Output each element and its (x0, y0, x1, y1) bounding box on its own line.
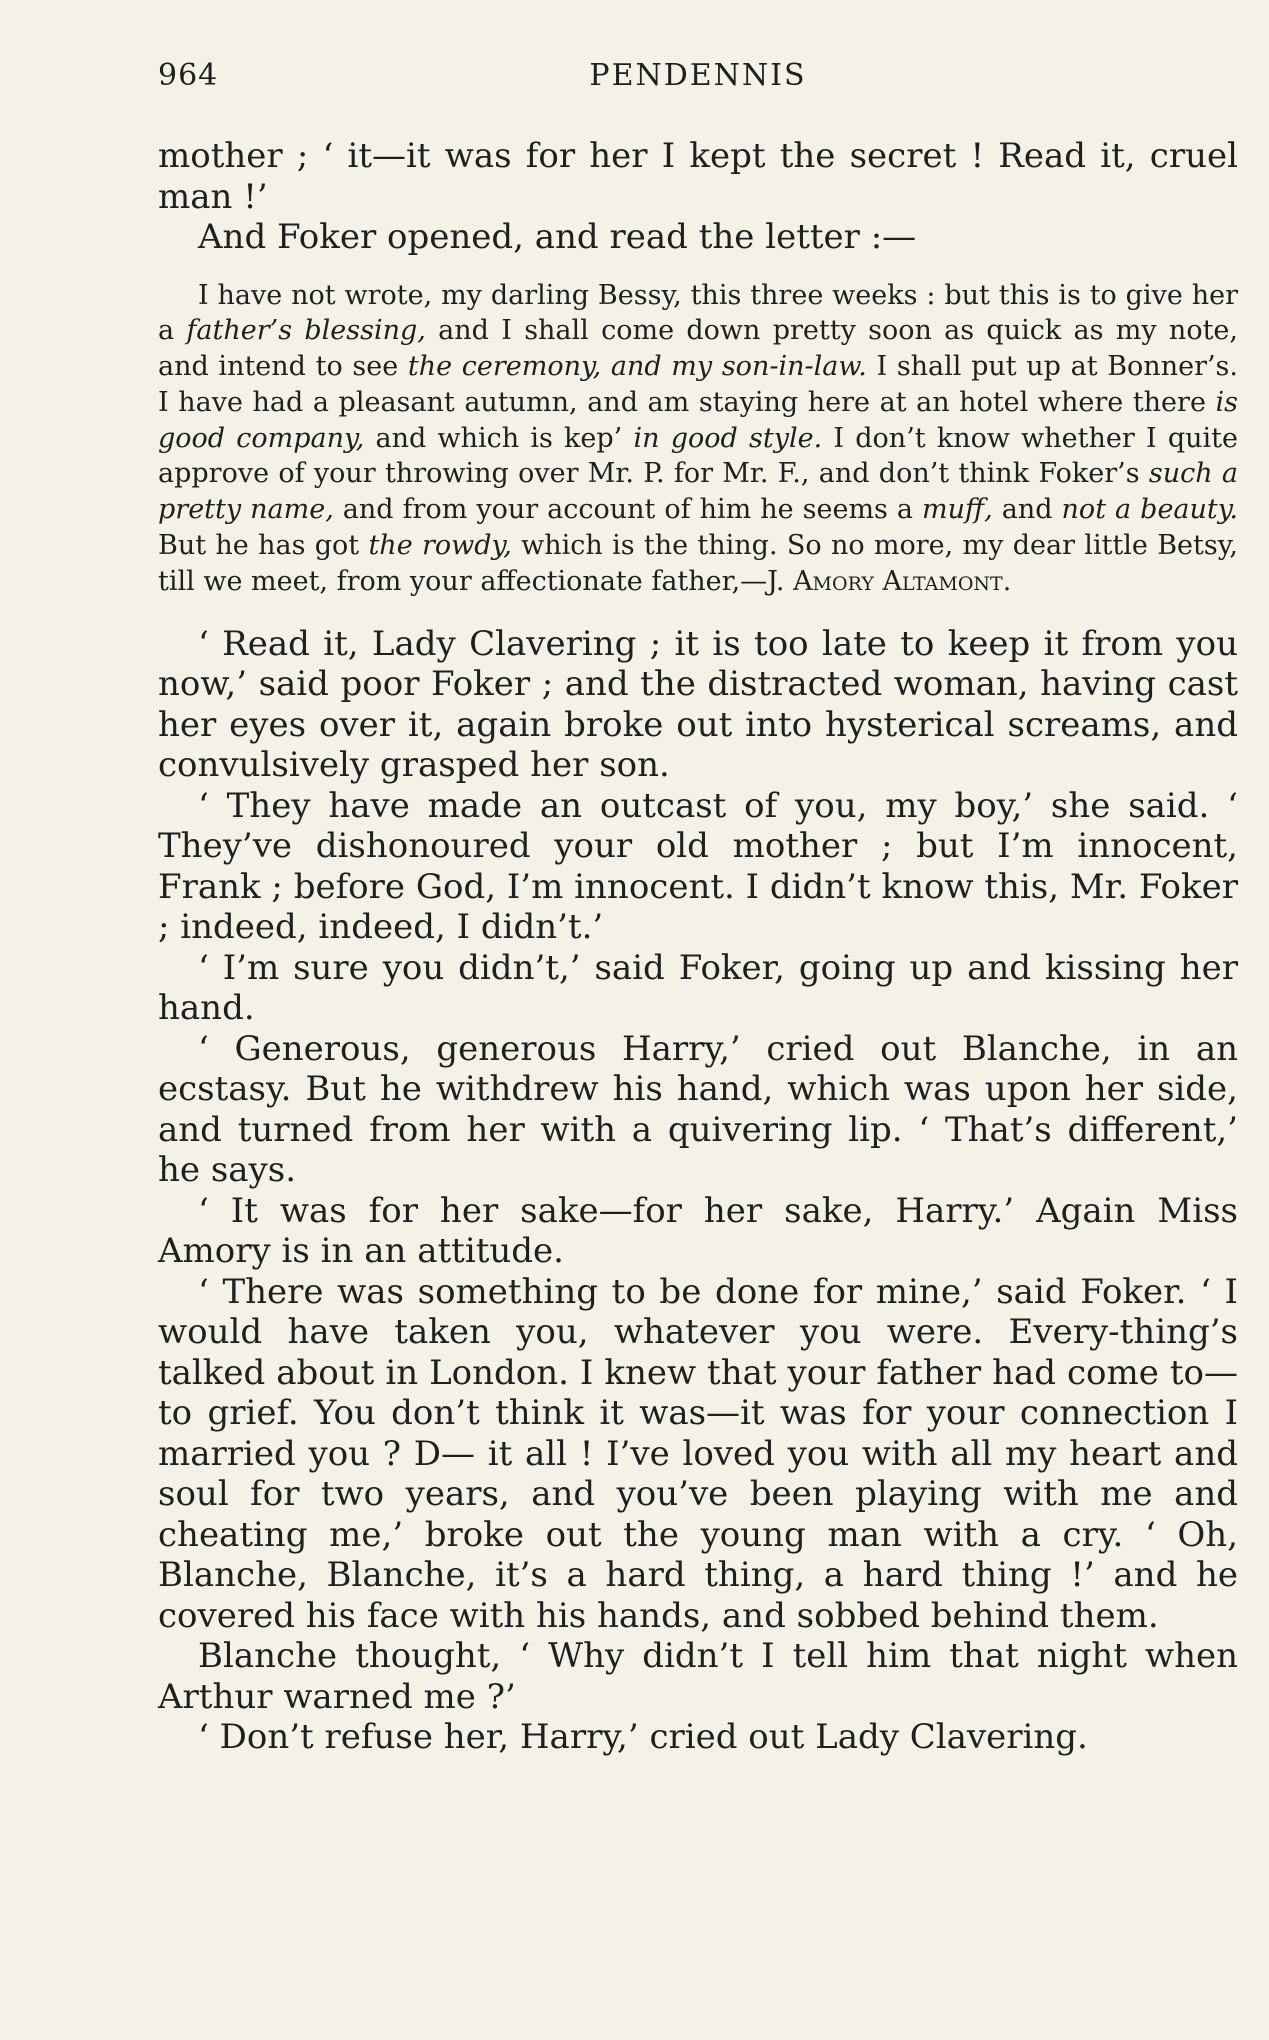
paragraph: mother ; ‘ it—it was for her I kept the secret ! Read it, cruel man !’ (158, 136, 1238, 217)
letter-text: and which is kep’ (364, 422, 634, 454)
running-title: PENDENNIS (589, 58, 807, 93)
letter-text: I shall put up at Bonner’s. I have had a pleasant autumn, and am staying here at an hotel where there (158, 351, 1238, 418)
page-header (158, 58, 1238, 106)
paragraph: ‘ There was something to be done for mine,’ said Foker. ‘ I would have taken you, whatever you were. Every-thing’s talked about in London. I knew that your father had come to—to grief. You don’t think it was—it was for your connection I married you ? D— it all ! I’ve loved you with all my heart and soul for two years, and you’ve been playing with me and cheating me,’ broke out the young man with a cry. ‘ Oh, Blanche, Blanche, it’s a hard thing, a hard thing !’ and he covered his face with his hands, and sobbed behind them. (158, 1271, 1238, 1636)
letter-emphasis: in good style. (633, 422, 823, 454)
letter-text: and (992, 494, 1062, 526)
paragraph: ‘ Generous, generous Harry,’ cried out Blanche, in an ecstasy. But he withdrew his hand, which was upon her side, and turned from her with a quivering lip. ‘ That’s different,’ he says. (158, 1028, 1238, 1191)
paragraph: ‘ I’m sure you didn’t,’ said Foker, going up and kissing her hand. (158, 947, 1238, 1029)
book-page (158, 58, 1238, 1758)
letter-emphasis: the rowdy, (368, 530, 512, 562)
letter-emphasis: muff, (922, 494, 993, 526)
page-body (158, 136, 1238, 1758)
paragraph: ‘ They have made an outcast of you, my boy,’ she said. ‘ They’ve dishonoured your old mother ; but I’m innocent, Frank ; before God, I’m innocent. I didn’t know this, Mr. Foker ; indeed, indeed, I didn’t.’ (158, 785, 1238, 948)
paragraph: Blanche thought, ‘ Why didn’t I tell him that night when Arthur warned me ?’ (158, 1636, 1238, 1717)
page-number: 964 (158, 58, 219, 93)
letter-emphasis: such a pretty name, (158, 458, 1239, 526)
letter-emphasis: not a beauty. (1061, 494, 1239, 526)
letter-text: and from your account of him he seems a (333, 494, 923, 526)
paragraph: ‘ Don’t refuse her, Harry,’ cried out Lady Clavering. (198, 1717, 1088, 1758)
quoted-letter (158, 278, 1238, 600)
letter-emphasis: is good company, (158, 386, 1238, 454)
paragraph: And Foker opened, and read the letter :— (198, 217, 917, 257)
letter-text: I have not wrote, my darling Bessy, this three weeks : but this is to give her a (158, 279, 1238, 347)
letter-emphasis: father’s blessing, (186, 315, 426, 347)
letter-text: But he has got (158, 530, 369, 562)
paragraph: ‘ It was for her sake—for her sake, Harry.’ Again Miss Amory is in an attitude. (158, 1190, 1238, 1272)
letter-text: and I shall come down pretty soon as quick as my note, and intend to see (158, 315, 1238, 383)
letter-emphasis: the ceremony, and my son-in-law. (407, 351, 867, 383)
letter-text: which is the thing. So no more, my dear little Betsy, till we meet, from your affectionate father,—J. (158, 530, 1238, 597)
paragraph: ‘ Read it, Lady Clavering ; it is too late to keep it from you now,’ said poor Foker ; and the distracted woman, having cast her eyes over it, again broke out into hysterical screams, and convulsively grasped her son. (158, 623, 1238, 786)
letter-signature: Amory Altamont. (793, 565, 1012, 597)
letter-text: I don’t know whether I quite approve of your throwing over Mr. P. for Mr. F., and don’t think Foker’s (158, 422, 1238, 490)
